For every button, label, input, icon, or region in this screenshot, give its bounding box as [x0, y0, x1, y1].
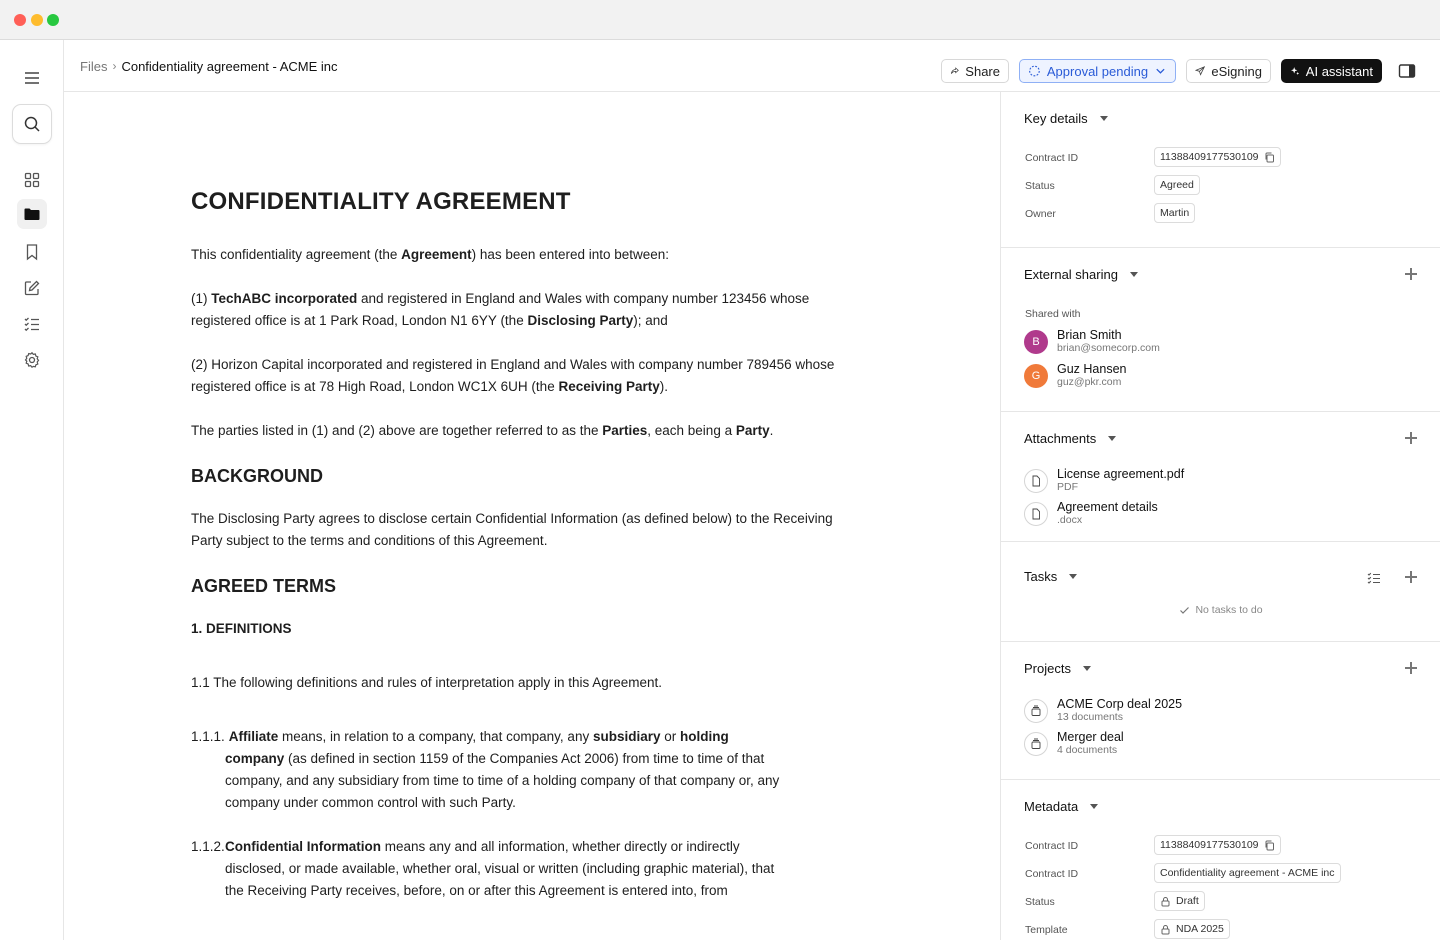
person-email: guz@pkr.com: [1057, 376, 1122, 388]
party-one-paragraph: (1) TechABC incorporated and registered in England and Wales with company number 123456 whose registered office is at 1 Park Road, London N1 6YY (the Disclosing Party); and: [191, 291, 810, 328]
gear-icon: [23, 351, 41, 369]
caret-down-icon: [1100, 116, 1108, 121]
tasks-section: [1001, 542, 1440, 642]
agreed-terms-heading: AGREED TERMS: [191, 576, 337, 596]
settings-nav-button[interactable]: [12, 343, 52, 377]
background-heading: BACKGROUND: [191, 466, 323, 486]
ai-assistant-label: AI assistant: [1305, 63, 1373, 79]
add-attachment-button[interactable]: [1405, 432, 1417, 444]
key-details-toggle[interactable]: [1024, 111, 1108, 126]
project-count: 13 documents: [1057, 711, 1123, 723]
esigning-button[interactable]: [1186, 59, 1271, 83]
minimize-window-button[interactable]: [31, 14, 43, 26]
attachment-name: Agreement details: [1057, 500, 1158, 514]
contract-id-label: Contract ID: [1025, 152, 1079, 164]
document-viewer[interactable]: [64, 92, 1000, 940]
lock-icon: [1160, 896, 1171, 907]
person-name: Brian Smith: [1057, 328, 1122, 342]
metadata-template-label: Template: [1025, 924, 1068, 936]
attachment-item[interactable]: [1024, 500, 1158, 527]
projects-title: Projects: [1024, 661, 1071, 676]
hamburger-icon: [23, 69, 41, 87]
metadata-status-value: Draft: [1154, 891, 1205, 911]
attachment-item[interactable]: [1024, 467, 1184, 494]
metadata-title: Metadata: [1024, 799, 1079, 814]
metadata-contract-id-value: 11388409177530109: [1154, 835, 1281, 855]
attachments-section: [1001, 412, 1440, 542]
attachment-type: .docx: [1057, 514, 1083, 526]
external-sharing-section: [1001, 248, 1440, 412]
details-side-panel: [1000, 92, 1440, 940]
status-label: Status: [1025, 180, 1055, 192]
key-details-title: Key details: [1024, 111, 1088, 126]
status-value[interactable]: Agreed: [1154, 175, 1200, 195]
folder-icon: [23, 205, 41, 223]
document-content: [191, 187, 861, 924]
tasks-nav-button[interactable]: [12, 307, 52, 341]
approval-status-label: Approval pending: [1046, 63, 1149, 79]
metadata-contract-id-label: Contract ID: [1025, 840, 1079, 852]
tasks-title: Tasks: [1024, 569, 1058, 584]
clause-affiliate: [191, 726, 781, 814]
owner-label: Owner: [1025, 208, 1056, 220]
window-titlebar: [0, 0, 1440, 40]
clause-text: Confidential Information means any and all information, whether directly or indirectly disclosed, or made available, whether oral, visual or written (including graphic material), that the Receiving Party receives, before, on or after this Agreement is entered into, from: [225, 839, 775, 898]
close-window-button[interactable]: [14, 14, 26, 26]
add-project-button[interactable]: [1405, 662, 1417, 674]
avatar: G: [1024, 364, 1048, 388]
send-icon: [1195, 64, 1205, 78]
project-name: ACME Corp deal 2025: [1057, 697, 1183, 711]
menu-button[interactable]: [12, 61, 52, 95]
chevron-right-icon: ›: [112, 59, 117, 73]
pending-circle-icon: [1028, 64, 1041, 78]
lock-icon: [1160, 924, 1171, 935]
grid-icon: [23, 171, 41, 189]
left-nav-rail: [0, 40, 64, 940]
person-name: Guz Hansen: [1057, 362, 1127, 376]
share-arrow-icon: [950, 64, 959, 78]
approval-status-dropdown[interactable]: [1019, 59, 1176, 83]
task-list-icon[interactable]: [1367, 571, 1381, 585]
external-sharing-toggle[interactable]: [1024, 267, 1138, 282]
clause-text: Affiliate means, in relation to a company, that company, any subsidiary or holding company (as defined in section 1159 of the Companies Act 2006) from time to time of that company, and any subsidiary from time to time of a holding company of that company or, any company under common control with such Party.: [225, 729, 780, 810]
stack-icon: [1024, 732, 1048, 756]
metadata-contract-name-label: Contract ID: [1025, 868, 1079, 880]
pencil-square-icon: [23, 279, 41, 297]
clause-confidential-information: [191, 836, 781, 902]
metadata-toggle[interactable]: [1024, 799, 1098, 814]
project-name: Merger deal: [1057, 730, 1124, 744]
intro-paragraph: This confidentiality agreement (the Agreement) has been entered into between:: [191, 247, 670, 262]
owner-value[interactable]: Martin: [1154, 203, 1195, 223]
project-item[interactable]: [1024, 730, 1124, 757]
projects-section: [1001, 642, 1440, 780]
copy-icon[interactable]: [1264, 152, 1275, 163]
contract-id-value: 11388409177530109: [1154, 147, 1281, 167]
caret-down-icon: [1083, 666, 1091, 671]
add-share-button[interactable]: [1405, 268, 1417, 280]
bookmarks-nav-button[interactable]: [12, 235, 52, 269]
dashboard-nav-button[interactable]: [12, 163, 52, 197]
shared-person[interactable]: [1024, 362, 1126, 389]
caret-down-icon: [1090, 804, 1098, 809]
tasks-empty-state: No tasks to do: [1001, 604, 1440, 616]
attachment-name: License agreement.pdf: [1057, 467, 1185, 481]
metadata-contract-name-value[interactable]: Confidentiality agreement - ACME inc: [1154, 863, 1341, 883]
parties-paragraph: The parties listed in (1) and (2) above are together referred to as the Parties, each being a Party.: [191, 423, 774, 438]
esigning-button-label: eSigning: [1211, 63, 1262, 79]
project-count: 4 documents: [1057, 744, 1118, 756]
key-details-section: [1001, 92, 1440, 248]
breadcrumb-files-link[interactable]: Files: [80, 58, 108, 74]
attachment-type: PDF: [1057, 481, 1078, 493]
avatar: B: [1024, 330, 1048, 354]
external-sharing-title: External sharing: [1024, 267, 1118, 282]
clause-number: 1.1.1.: [191, 729, 225, 744]
attachments-toggle[interactable]: [1024, 431, 1116, 446]
check-icon: [1179, 605, 1190, 616]
party-two-paragraph: (2) Horizon Capital incorporated and registered in England and Wales with company number 789456 whose registered office is at 78 High Road, London WC1X 6UH (the Receiving Party).: [191, 357, 835, 394]
clause-number: 1.1.2.: [191, 839, 225, 854]
search-icon: [23, 115, 41, 133]
caret-down-icon: [1069, 574, 1077, 579]
caret-down-icon: [1130, 272, 1138, 277]
project-item[interactable]: [1024, 697, 1182, 724]
shared-person[interactable]: [1024, 328, 1160, 355]
chevron-down-icon: [1154, 64, 1167, 78]
caret-down-icon: [1108, 436, 1116, 441]
breadcrumb-current-document: Confidentiality agreement - ACME inc: [121, 58, 338, 74]
person-email: brian@somecorp.com: [1057, 342, 1160, 354]
copy-icon[interactable]: [1264, 840, 1275, 851]
definitions-intro: 1.1 The following definitions and rules of interpretation apply in this Agreement.: [191, 675, 663, 690]
stack-icon: [1024, 699, 1048, 723]
files-nav-button[interactable]: [17, 199, 47, 229]
shared-with-label: Shared with: [1025, 308, 1081, 320]
definitions-heading: 1. DEFINITIONS: [191, 621, 292, 636]
checklist-icon: [23, 315, 41, 333]
top-header: [64, 40, 1440, 92]
breadcrumb: [80, 40, 338, 92]
maximize-window-button[interactable]: [47, 14, 59, 26]
file-icon: [1024, 469, 1048, 493]
projects-toggle[interactable]: [1024, 661, 1091, 676]
share-button-label: Share: [965, 63, 1000, 79]
tasks-toggle[interactable]: [1024, 569, 1077, 584]
add-task-button[interactable]: [1405, 571, 1417, 583]
metadata-section: [1001, 780, 1440, 940]
toggle-side-panel-icon[interactable]: [1398, 62, 1416, 80]
metadata-status-label: Status: [1025, 896, 1055, 908]
metadata-template-value: NDA 2025: [1154, 919, 1230, 939]
document-title: CONFIDENTIALITY AGREEMENT: [191, 188, 571, 215]
sparkle-icon: [1290, 64, 1300, 78]
edit-nav-button[interactable]: [12, 271, 52, 305]
file-icon: [1024, 502, 1048, 526]
share-button[interactable]: [941, 59, 1009, 83]
background-paragraph: The Disclosing Party agrees to disclose certain Confidential Information (as defined below) to the Receiving Party subject to the terms and conditions of this Agreement.: [191, 511, 833, 548]
attachments-title: Attachments: [1024, 431, 1097, 446]
search-button[interactable]: [12, 104, 52, 144]
ai-assistant-button[interactable]: [1281, 59, 1382, 83]
bookmark-icon: [23, 243, 41, 261]
